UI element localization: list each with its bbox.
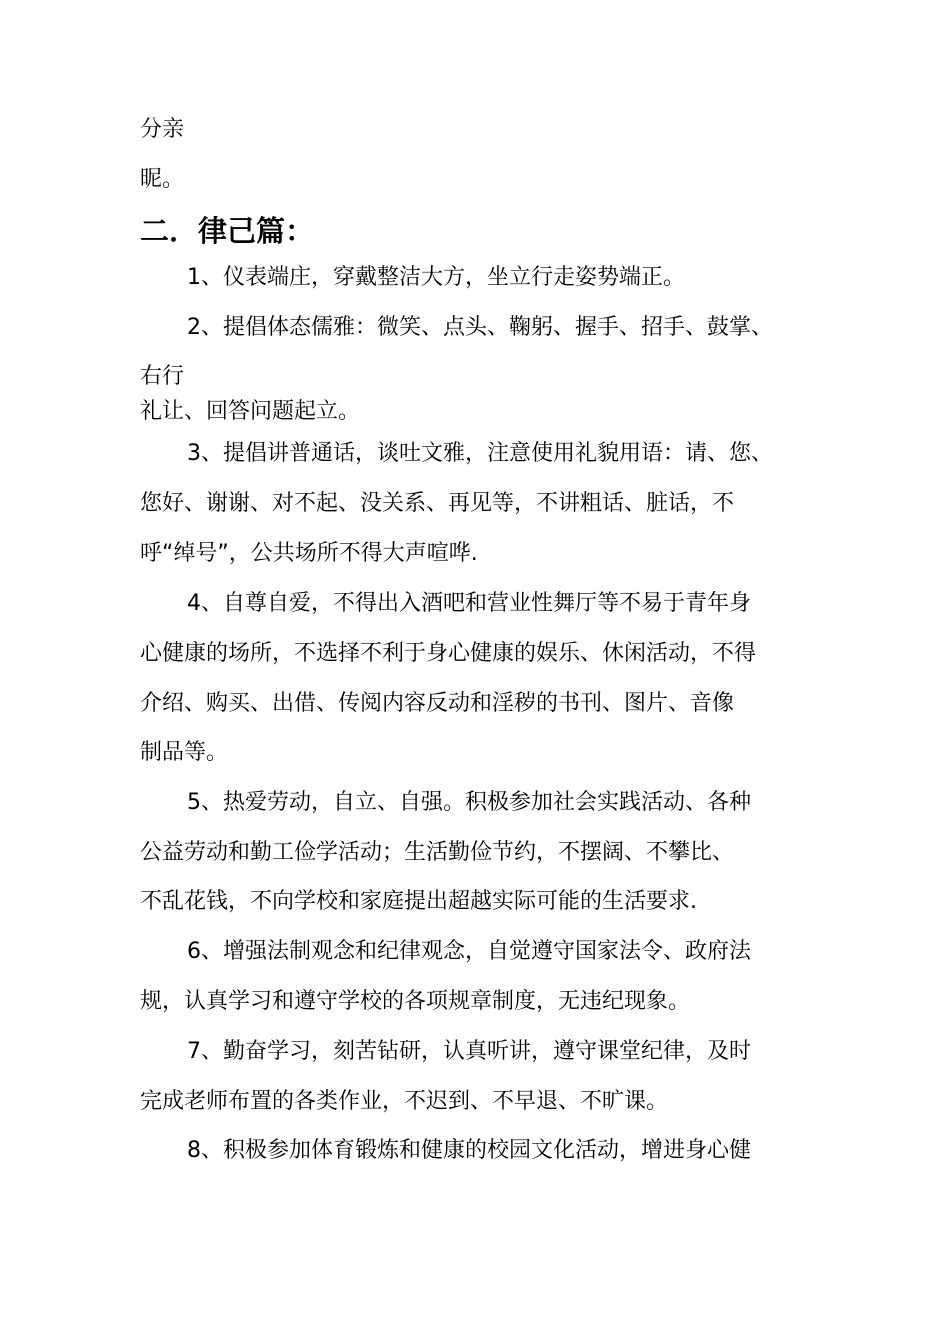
text-line: 右行 [140,364,185,389]
text-line: 4、自尊自爱，不得出入酒吧和营业性舞厅等不易于青年身 [187,591,751,616]
text-line: 不乱花钱，不向学校和家庭提出超越实际可能的生活要求. [140,889,697,914]
text-line: 1、仪表端庄，穿戴整洁大方，坐立行走姿势端正。 [187,265,685,290]
text-line: 心健康的场所，不选择不利于身心健康的娱乐、休闲活动，不得 [140,641,757,666]
text-line: 5、热爱劳动，自立、自强。积极参加社会实践活动、各种 [187,790,751,815]
text-line: 礼让、回答问题起立。 [140,399,361,424]
text-line: 您好、谢谢、对不起、没关系、再见等，不讲粗话、脏话，不 [140,491,735,516]
text-line: 分亲 [140,117,185,142]
text-line: 呼“绰号”，公共场所不得大声喧哗. [140,541,478,566]
text-line: 2、提倡体态儒雅：微笑、点头、鞠躬、握手、招手、鼓掌、 [187,315,773,340]
text-line: 完成老师布置的各类作业，不迟到、不早退、不旷课。 [140,1089,669,1114]
text-line: 昵。 [140,167,185,192]
text-line: 6、增强法制观念和纪律观念，自觉遵守国家法令、政府法 [187,939,751,964]
text-line: 8、积极参加体育锻炼和健康的校园文化活动，增进身心健 [187,1138,751,1163]
text-line: 规，认真学习和遵守学校的各项规章制度，无违纪现象。 [140,989,691,1014]
text-line: 7、勤奋学习，刻苦钻研，认真听讲，遵守课堂纪律，及时 [187,1039,751,1064]
text-line: 介绍、购买、出借、传阅内容反动和淫秽的书刊、图片、音像 [140,691,735,716]
section-heading: 二．律己篇： [140,214,315,248]
text-line: 公益劳动和勤工俭学活动；生活勤俭节约，不摆阔、不攀比、 [140,840,735,865]
text-line: 3、提倡讲普通话，谈吐文雅，注意使用礼貌用语：请、您、 [187,441,773,466]
text-line: 制品等。 [140,740,229,765]
